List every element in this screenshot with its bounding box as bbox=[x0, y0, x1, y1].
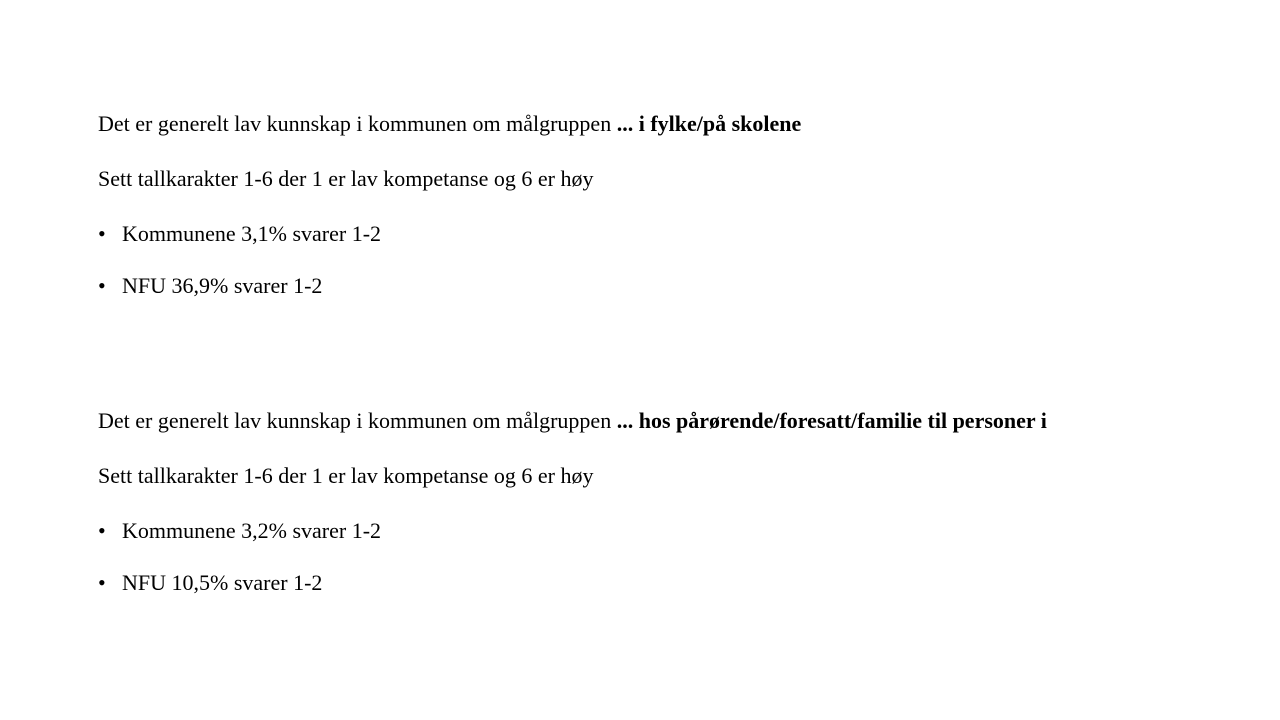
bullet-icon: • bbox=[98, 221, 106, 246]
section-1-bullet-1-text: Kommunene 3,1% svarer 1-2 bbox=[122, 221, 382, 246]
section-2-instruction: Sett tallkarakter 1-6 der 1 er lav kompetanse og 6 er høy bbox=[98, 463, 594, 488]
section-2-bullet-1 bbox=[98, 516, 1248, 546]
section-2 bbox=[98, 406, 1248, 598]
section-2-bullet-2-text: NFU 10,5% svarer 1-2 bbox=[122, 570, 323, 595]
section-2-bullet-2 bbox=[98, 568, 1248, 598]
section-1-heading-text: Det er generelt lav kunnskap i kommunen om målgruppen bbox=[98, 111, 617, 136]
section-1-heading bbox=[98, 109, 1248, 139]
section-2-heading-text: Det er generelt lav kunnskap i kommunen om målgruppen bbox=[98, 408, 617, 433]
section-1-bullet-1 bbox=[98, 219, 1248, 249]
section-1-instruction: Sett tallkarakter 1-6 der 1 er lav kompetanse og 6 er høy bbox=[98, 166, 594, 191]
bullet-icon: • bbox=[98, 273, 106, 298]
section-1-bullet-2-text: NFU 36,9% svarer 1-2 bbox=[122, 273, 323, 298]
bullet-icon: • bbox=[98, 570, 106, 595]
section-2-bullet-1-text: Kommunene 3,2% svarer 1-2 bbox=[122, 518, 382, 543]
section-1-bullet-2 bbox=[98, 271, 1248, 301]
section-1-heading-bold: ... i fylke/på skolene bbox=[616, 111, 802, 136]
section-2-heading bbox=[98, 406, 1248, 436]
bullet-icon: • bbox=[98, 518, 106, 543]
section-1 bbox=[98, 109, 1248, 301]
section-2-heading-bold: ... hos pårørende/foresatt/familie til personer i bbox=[616, 408, 1047, 433]
